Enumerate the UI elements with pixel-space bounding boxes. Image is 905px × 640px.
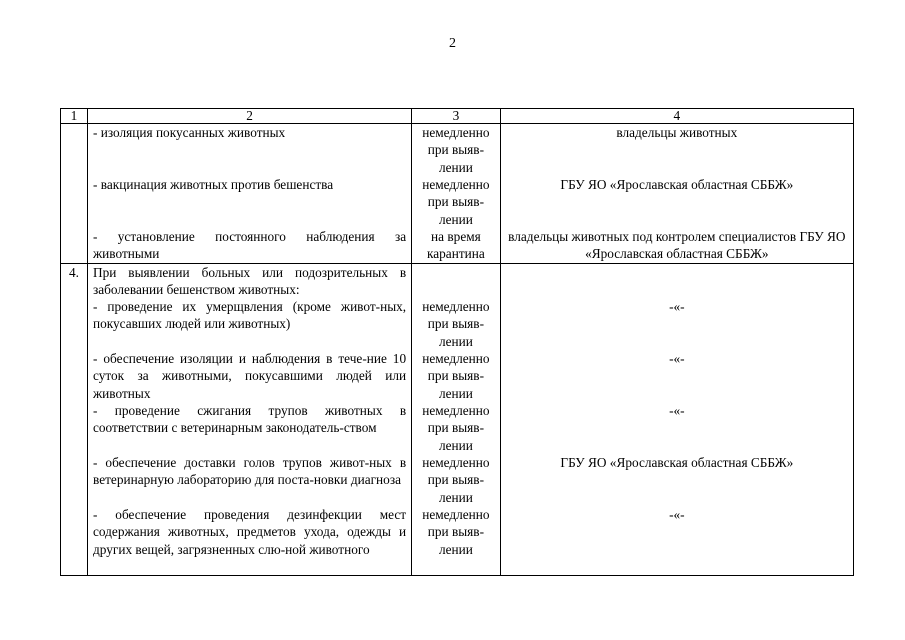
- action-item: - проведение сжигания трупов животных в соответствии с ветеринарным законодатель-ством: [93, 403, 407, 436]
- action-term: немедленно при выяв-лении: [422, 351, 490, 401]
- action-item: - установление постоянного наблюдения за животными: [93, 229, 407, 262]
- row-number: 4.: [61, 263, 88, 576]
- action-responsible: владельцы животных: [616, 125, 738, 140]
- action-term: немедленно при выяв-лении: [422, 177, 490, 227]
- measures-table: [60, 108, 854, 576]
- action-responsible: владельцы животных под контролем специалистов ГБУ ЯО «Ярославская областная СББЖ»: [508, 229, 846, 262]
- responsible-cell: [500, 124, 853, 264]
- action-item: - вакцинация животных против бешенства: [93, 177, 334, 192]
- header-cell: 2: [88, 109, 412, 124]
- action-responsible: -«-: [669, 507, 685, 523]
- action-responsible: -«-: [669, 299, 685, 315]
- row-number: [61, 124, 88, 264]
- header-cell: 1: [61, 109, 88, 124]
- actions-cell: [88, 124, 412, 264]
- action-term: немедленно при выяв-лении: [422, 299, 490, 349]
- table-row: [61, 263, 854, 576]
- terms-cell: [412, 263, 501, 576]
- action-item: - изоляция покусанных животных: [93, 125, 286, 140]
- table-row: [61, 124, 854, 264]
- terms-cell: [412, 124, 501, 264]
- action-term: немедленно при выяв-лении: [422, 403, 490, 453]
- action-responsible: -«-: [669, 351, 685, 367]
- action-term: немедленно при выяв-лении: [422, 455, 490, 505]
- action-responsible: -«-: [669, 403, 685, 419]
- row-intro: При выявлении больных или подозрительных в заболевании бешенством животных:: [93, 264, 407, 297]
- action-item: - проведение их умерщвления (кроме живот-ных, покусавших людей или животных): [93, 299, 407, 332]
- action-term: на время карантина: [427, 229, 485, 262]
- header-cell: 3: [412, 109, 501, 124]
- table-header-row: [61, 109, 854, 124]
- action-responsible: ГБУ ЯО «Ярославская областная СББЖ»: [560, 177, 794, 192]
- action-responsible: ГБУ ЯО «Ярославская областная СББЖ»: [560, 455, 794, 471]
- header-cell: 4: [500, 109, 853, 124]
- action-item: - обеспечение проведения дезинфекции мест содержания животных, предметов ухода, одежды и других вещей, загрязненных слю-ной животного: [93, 507, 407, 557]
- responsible-spacer: [506, 264, 848, 299]
- actions-cell: [88, 263, 412, 576]
- action-term: немедленно при выяв-лении: [422, 125, 490, 175]
- term-spacer: [417, 264, 495, 299]
- page-number: 2: [449, 36, 456, 51]
- action-item: - обеспечение доставки голов трупов живот-ных в ветеринарную лабораторию для поста-новки диагноза: [93, 455, 407, 488]
- action-term: немедленно при выяв-лении: [422, 507, 490, 557]
- responsible-cell: [500, 263, 853, 576]
- action-item: - обеспечение изоляции и наблюдения в тече-ние 10 суток за животными, покусавшими людей или животных: [93, 351, 407, 401]
